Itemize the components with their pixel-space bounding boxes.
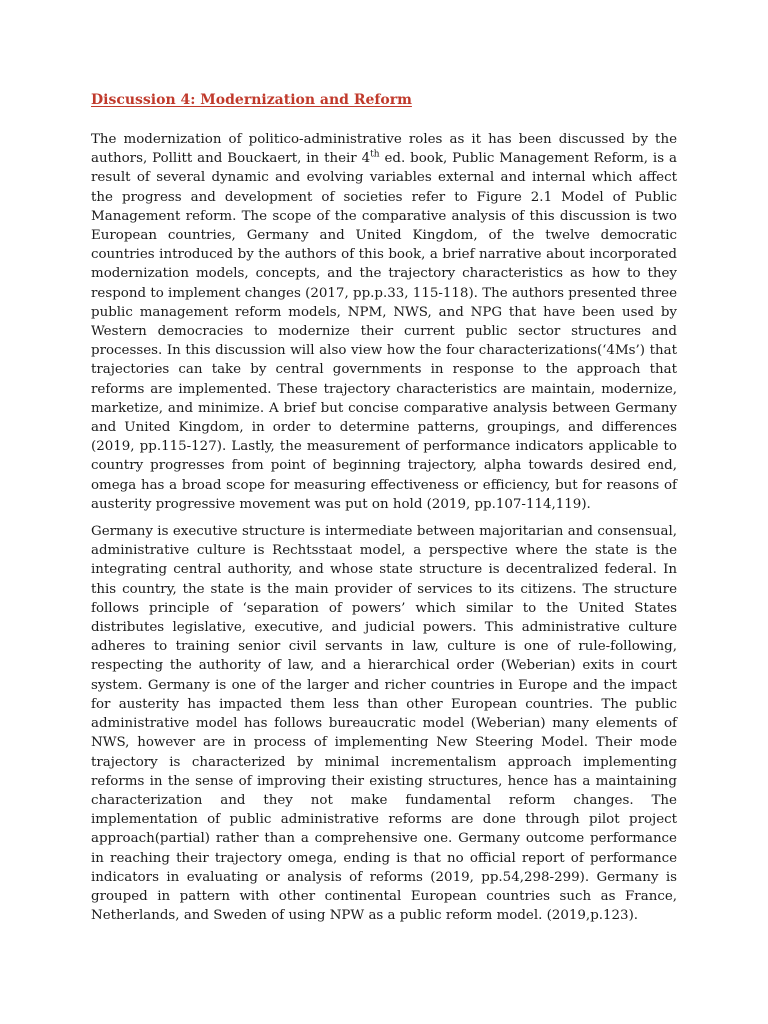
- paragraph-2: Germany is executive structure is intermediate between majoritarian and consensual, administrative culture is Rechtsstaat model, a perspective where the state is the integrating central authority, and whose state structure is decentralized federal. In this country, the state is the main provider of services to its citizens. The structure follows principle of ‘separation of powers’ which similar to the United States distributes legislative, executive, and judicial powers. This administrative culture adheres to training senior civil servants in law, culture is one of rule-following, respecting the authority of law, and a hierarchical order (Weberian) exits in court system. Germany is one of the larger and richer countries in Europe and the impact for austerity has impacted them less than other European countries. The public administrative model has follows bureaucratic model (Weberian) many elements of NWS, however are in process of implementing New Steering Model. Their mode trajectory is characterized by minimal incrementalism approach implementing reforms in the sense of improving their existing structures, hence has a maintaining characterization and they not make fundamental reform changes. The implementation of public administrative reforms are done through pilot project approach(partial) rather than a comprehensive one. Germany outcome performance in reaching their trajectory omega, ending is that no official report of performance indicators in evaluating or analysis of reforms (2019, pp.54,298-299). Germany is grouped in pattern with other continental European countries such as France, Netherlands, and Sweden of using NPW as a public reform model. (2019,p.123).: [91, 524, 677, 924]
- paragraph-1-part-2: ed. book, Public Management Reform, is a result of several dynamic and evolving variables external and internal which affect the progress and development of societies refer to Figure 2.1 Model of Public Management reform. The scope of the comparative analysis of this discussion is two European countries, Germany and United Kingdom, of the twelve democratic countries introduced by the authors of this book, a brief narrative about incorporated modernization models, concepts, and the trajectory characteristics as how to they respond to implement changes (2017, pp.p.33, 115-118). The authors presented three public management reform models, NPM, NWS, and NPG that have been used by Western democracies to modernize their current public sector structures and processes. In this discussion will also view how the four characterizations(‘4Ms’) that trajectories can take by central governments in response to the approach that reforms are implemented. These trajectory characteristics are maintain, modernize, marketize, and minimize. A brief but concise comparative analysis between Germany and United Kingdom, in order to determine patterns, groupings, and differences (2019, pp.115-127). Lastly, the measurement of performance indicators applicable to country progresses from point of beginning trajectory, alpha towards desired end, omega has a broad scope for measuring effectiveness or efficiency, but for reasons of austerity progressive movement was put on hold (2019, pp.107-114,119).: [91, 151, 677, 512]
- document-heading: Discussion 4: Modernization and Reform: [91, 92, 412, 108]
- paragraph-1: [91, 130, 677, 514]
- paragraph-1-part-1: The modernization of politico-administrative roles as it has been discussed by the authors, Pollitt and Bouckaert, in their 4: [91, 132, 677, 167]
- ordinal-superscript: th: [370, 149, 380, 160]
- document-content: [91, 90, 677, 933]
